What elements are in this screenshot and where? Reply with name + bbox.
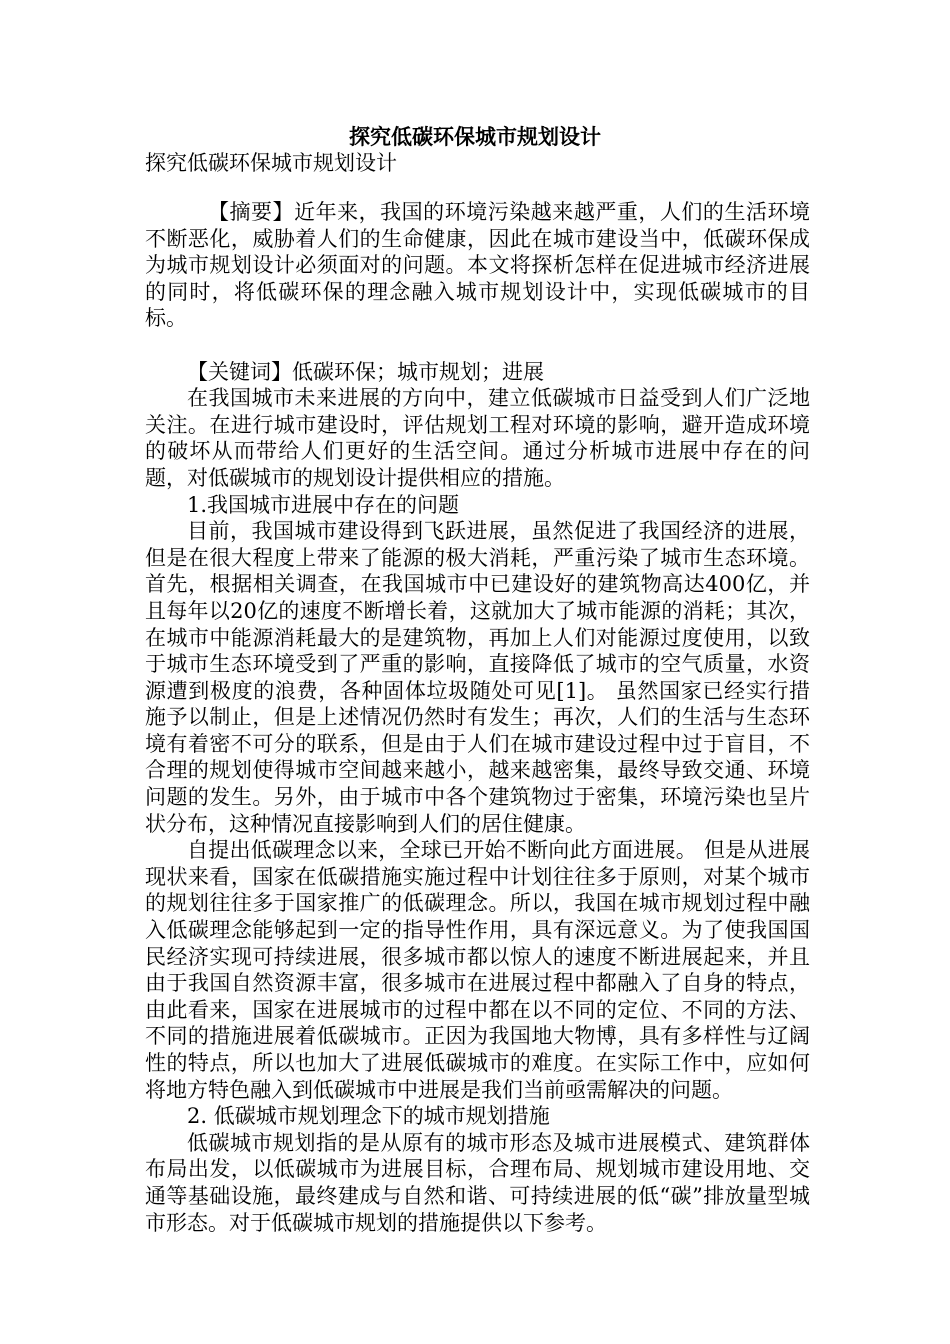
document-subtitle: 探究低碳环保城市规划设计 [145, 151, 397, 175]
intro-paragraph: 在我国城市未来进展的方向中，建立低碳城市日益受到人们广泛地关注。在进行城市建设时，评估规划工程对环境的影响，避开造成环境的破坏从而带给人们更好的生活空间。通过分析城市进展中存在的问题，对低碳城市的规划设计提供相应的措施。 [145, 386, 810, 490]
document-body [145, 199, 810, 1236]
section-1-paragraph-2: 自提出低碳理念以来，全球已开始不断向此方面进展。 但是从进展现状来看，国家在低碳措施实施过程中计划往往多于原则，对某个城市的规划往往多于国家推广的低碳理念。所以，我国在城市规划过程中融入低碳理念能够起到一定的指导性作用，具有深远意义。为了使我国国民经济实现可持续进展，很多城市都以惊人的速度不断进展起来，并且由于我国自然资源丰富，很多城市在进展过程中都融入了自身的特点，由此看来，国家在进展城市的过程中都在以不同的定位、不同的方法、不同的措施进展着低碳城市。正因为我国地大物博，具有多样性与辽阔性的特点，所以也加大了进展低碳城市的难度。在实际工作中，应如何将地方特色融入到低碳城市中进展是我们当前亟需解决的问题。 [145, 838, 810, 1102]
section-2-paragraph-1: 低碳城市规划指的是从原有的城市形态及城市进展模式、建筑群体布局出发，以低碳城市为进展目标，合理布局、规划城市建设用地、交通等基础设施，最终建成与自然和谐、可持续进展的低“碳”排放量型城市形态。对于低碳城市规划的措施提供以下参考。 [145, 1130, 810, 1235]
keywords-line: 【关键词】低碳环保；城市规划；进展 [187, 359, 544, 384]
abstract-paragraph: 【摘要】近年来，我国的环境污染越来越严重，人们的生活环境不断恶化，威胁着人们的生命健康，因此在城市建设当中，低碳环保成为城市规划设计必须面对的问题。本文将探析怎样在促进城市经济进展的同时，将低碳环保的理念融入城市规划设计中，实现低碳城市的目标。 [145, 200, 810, 331]
document-title: 探究低碳环保城市规划设计 [349, 124, 601, 149]
section-2-heading: 2. 低碳城市规划理念下的城市规划措施 [187, 1104, 550, 1129]
section-1-heading: 1.我国城市进展中存在的问题 [187, 492, 460, 517]
section-1-paragraph-1: 目前，我国城市建设得到飞跃进展，虽然促进了我国经济的进展，但是在很大程度上带来了能源的极大消耗，严重污染了城市生态环境。 首先，根据相关调查，在我国城市中已建设好的建筑物高达400亿，并且每年以20亿的速度不断增长着，这就加大了城市能源的消耗；其次，在城市中能源消耗最大的是建筑物，再加上人们对能源过度使用，以致于城市生态环境受到了严重的影响，直接降低了城市的空气质量，水资源遭到极度的浪费，各种固体垃圾随处可见[1]。 虽然国家已经实行措施予以制止，但是上述情况仍然时有发生；再次，人们的生活与生态环境有着密不可分的联系，但是由于人们在城市建设过程中过于盲目，不合理的规划使得城市空间越来越小，越来越密集，最终导致交通、环境问题的发生。另外，由于城市中各个建筑物过于密集，环境污染也呈片状分布，这种情况直接影响到人们的居住健康。 [145, 519, 810, 836]
